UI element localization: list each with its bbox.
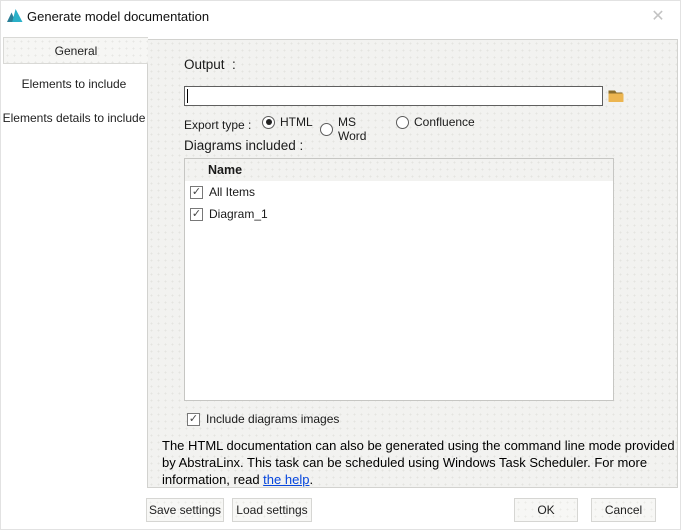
ok-button[interactable]: OK <box>514 498 578 522</box>
radio-html-circle-icon <box>262 116 275 129</box>
radio-confluence[interactable] <box>396 115 475 129</box>
abstralinx-logo-icon <box>7 8 23 23</box>
title-bar <box>1 1 680 33</box>
browse-folder-icon[interactable] <box>607 87 627 104</box>
include-diagrams-images-checkbox-icon <box>187 413 200 426</box>
include-diagrams-images-label: Include diagrams images <box>206 412 340 426</box>
output-label: Output : <box>184 57 236 72</box>
tab-general-label: General <box>54 44 98 58</box>
output-path-input[interactable] <box>184 86 603 106</box>
radio-confluence-circle-icon <box>396 116 409 129</box>
tab-details-label: Elements details to include <box>2 111 146 125</box>
load-settings-button[interactable]: Load settings <box>232 498 312 522</box>
table-row-all-items-label: All Items <box>209 185 256 199</box>
checkbox-diagram-1-icon[interactable] <box>190 208 203 221</box>
diagrams-table <box>184 158 614 401</box>
general-tab-panel <box>147 39 678 488</box>
tab-elements-to-include[interactable] <box>1 74 147 94</box>
help-link[interactable]: the help <box>263 472 310 487</box>
include-diagrams-images-checkbox[interactable] <box>187 412 339 426</box>
note-text-after: . <box>309 472 314 487</box>
diagrams-table-header: Name <box>185 159 613 181</box>
radio-html-label: HTML <box>280 115 313 129</box>
radio-confluence-label: Confluence <box>414 115 475 129</box>
tab-elements-label: Elements to include <box>21 77 127 91</box>
export-type-label: Export type : <box>184 118 252 132</box>
tab-elements-details-to-include[interactable] <box>1 108 147 128</box>
radio-ms-word-circle-icon <box>320 123 333 136</box>
table-row-diagram-1-label: Diagram_1 <box>209 207 268 221</box>
save-settings-button[interactable]: Save settings <box>146 498 224 522</box>
window-title: Generate model documentation <box>27 9 210 24</box>
radio-ms-word-label: MS Word <box>338 115 367 143</box>
close-icon[interactable]: ✕ <box>651 6 665 25</box>
table-row-all-items[interactable] <box>185 181 613 203</box>
command-line-note <box>162 437 678 488</box>
checkbox-all-items-icon[interactable] <box>190 186 203 199</box>
tab-general[interactable] <box>3 37 148 64</box>
radio-ms-word[interactable] <box>320 115 366 143</box>
text-caret <box>187 89 188 103</box>
table-row-diagram-1[interactable] <box>185 203 613 225</box>
radio-html[interactable] <box>262 115 313 129</box>
diagrams-included-label: Diagrams included : <box>184 138 304 153</box>
note-text-before: The HTML documentation can also be generated using the command line mode provided by AbstraLinx. This task can be scheduled using Windows Task Scheduler. For more information, read <box>162 438 675 487</box>
cancel-button[interactable]: Cancel <box>591 498 656 522</box>
